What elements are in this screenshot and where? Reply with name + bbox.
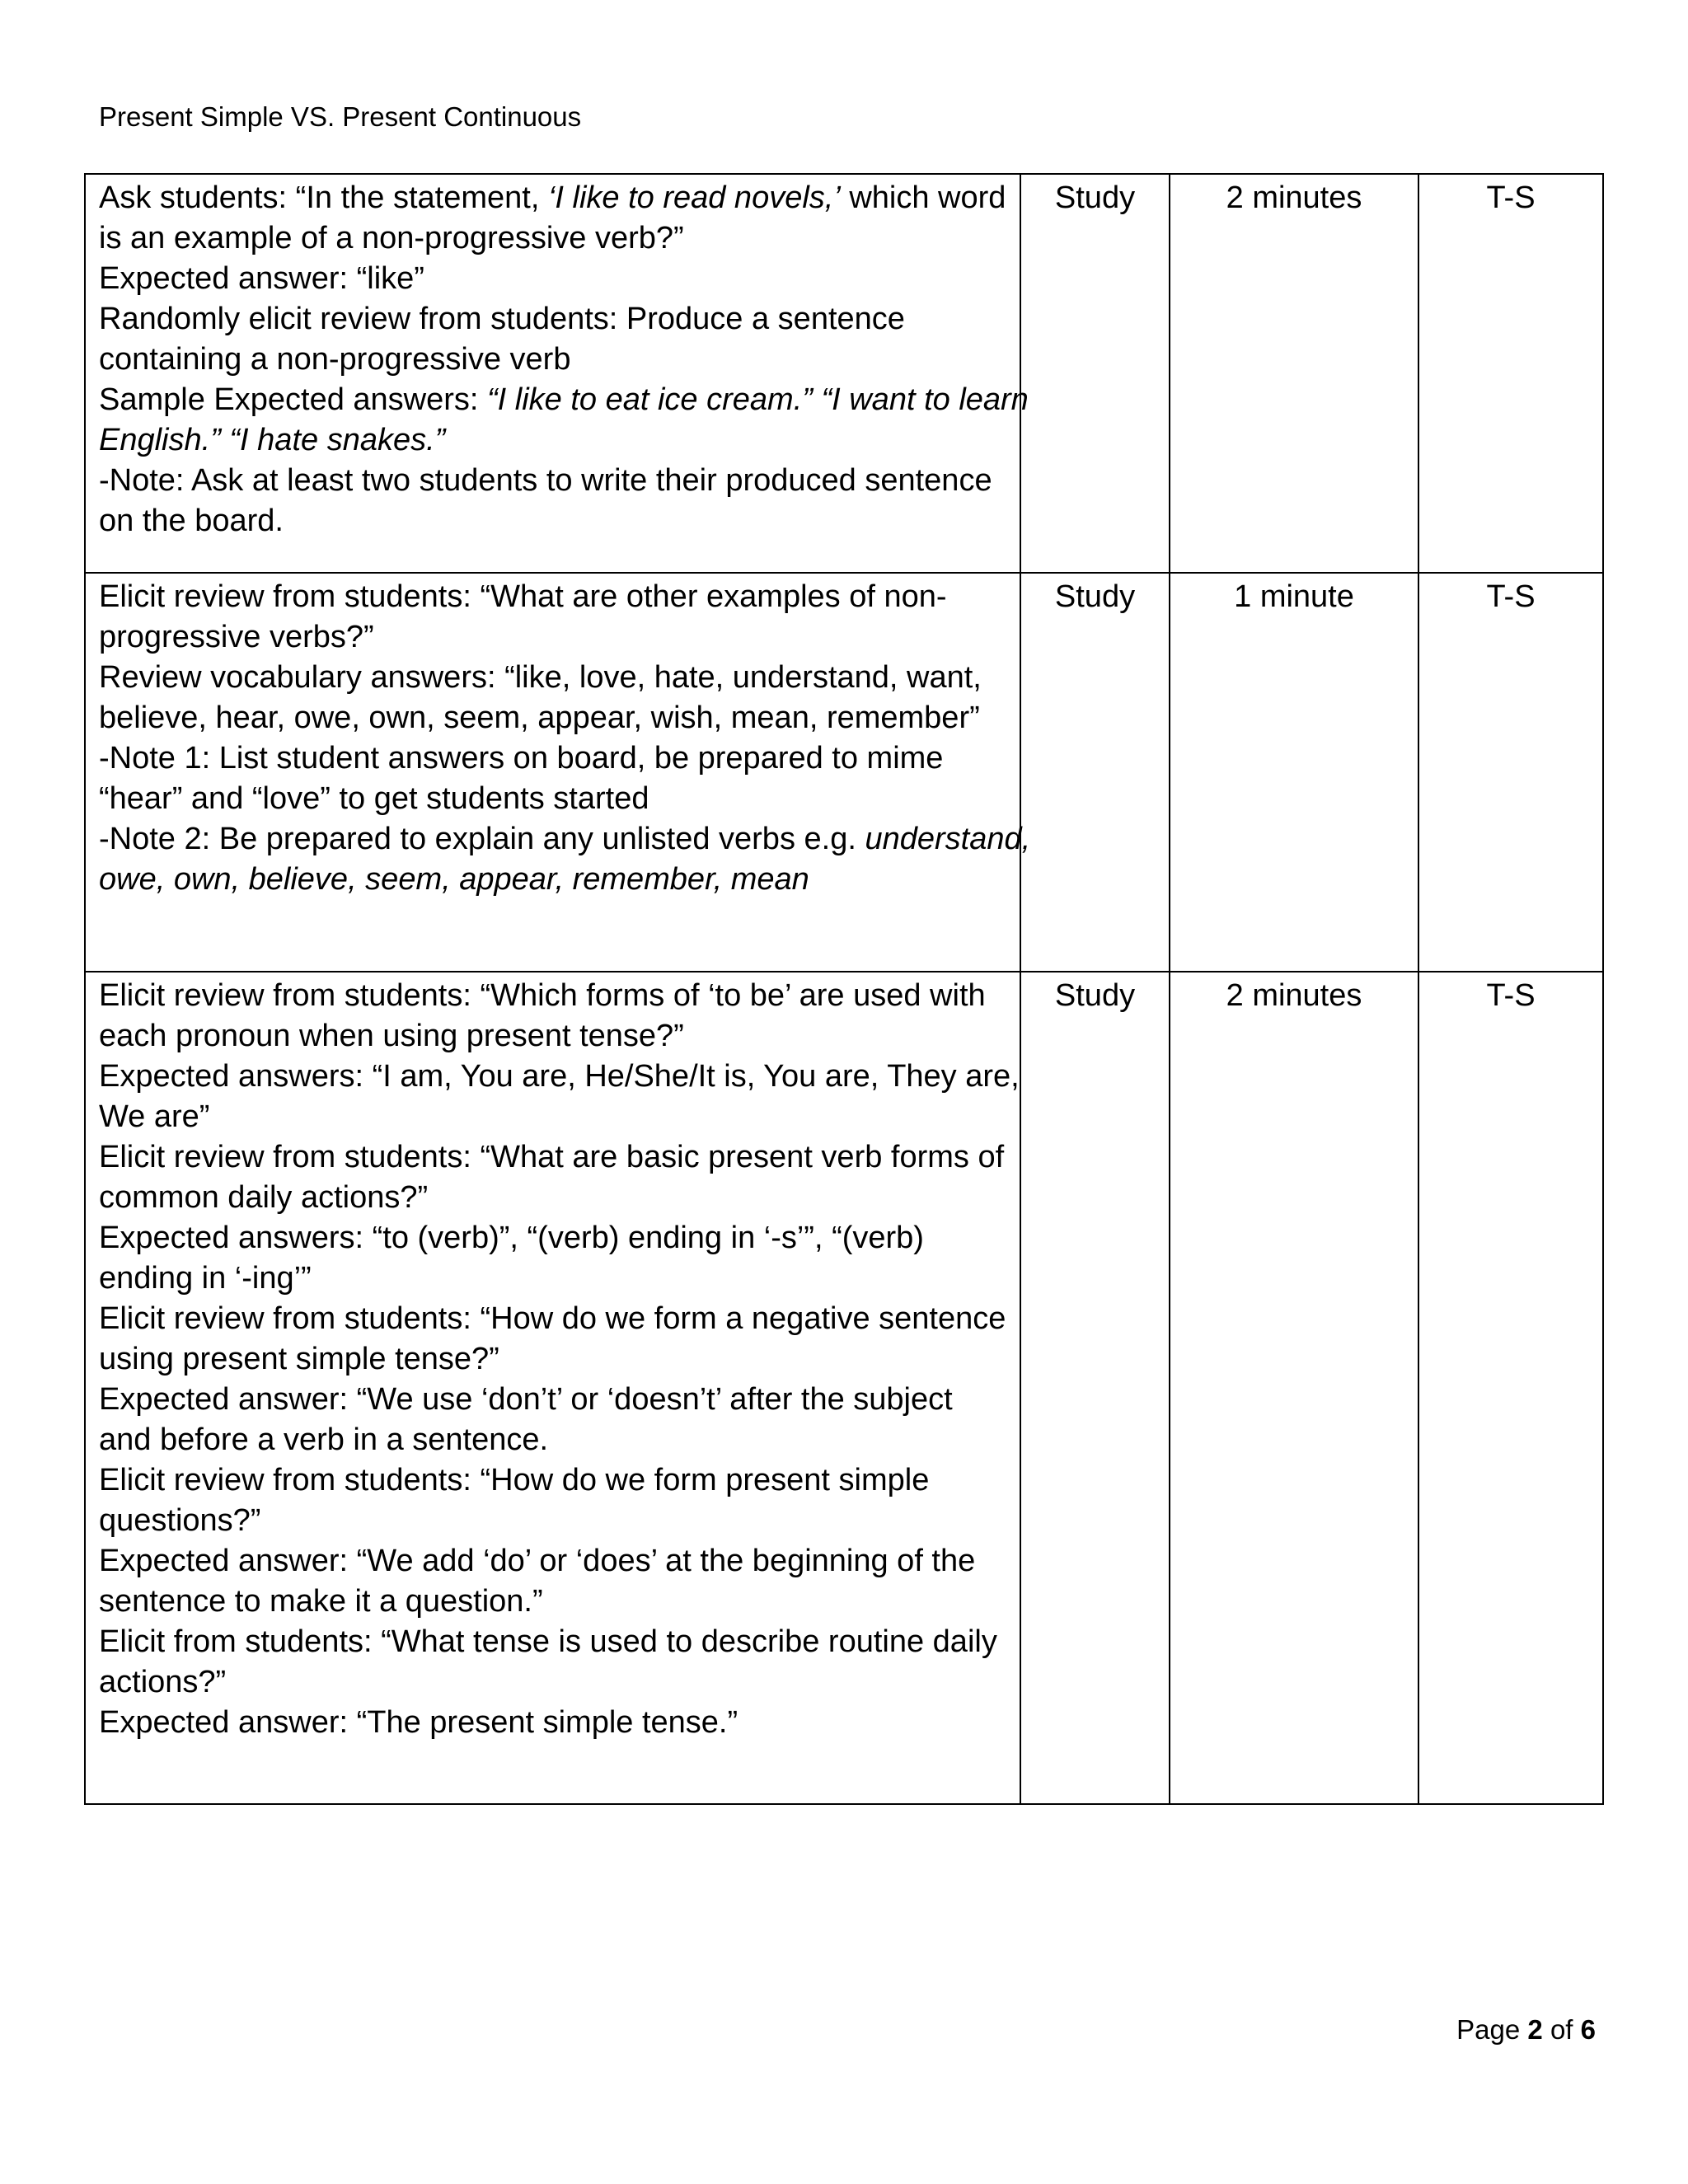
procedure-line [99,819,1031,860]
lesson-plan-table [84,173,1604,1805]
procedure-line [99,1420,1006,1460]
procedure-line [99,1541,1006,1582]
procedure-cell [85,972,1020,1804]
text-run: Expected answer: “The present simple tense.” [99,1705,738,1740]
text-run: and before a verb in a sentence. [99,1422,549,1457]
procedure-line [99,738,1006,779]
time-cell: 1 minute [1170,573,1418,972]
text-run: using present simple tense?” [99,1342,499,1376]
procedure-line [99,1097,1006,1137]
italic-text: “I like to eat ice cream.” “I want to learn [487,382,1029,417]
text-run: Expected answers: “I am, You are, He/She/It is, You are, They are, [99,1059,1020,1094]
text-run: Expected answer: “like” [99,261,424,296]
text-run: common daily actions?” [99,1180,429,1215]
text-run: Elicit review from students: “How do we form a negative sentence [99,1301,1006,1336]
current-page: 2 [1527,2014,1543,2045]
procedure-line [99,577,1006,617]
page-header: Present Simple VS. Present Continuous [99,101,582,132]
text-run: Randomly elicit review from students: Produce a sentence [99,302,905,336]
italic-text: owe, own, believe, seem, appear, remember, mean [99,862,809,897]
italic-text: English.” “I hate snakes.” [99,423,446,457]
procedure-line [99,380,1029,420]
procedure-line [99,1582,1006,1622]
procedure-line [99,976,1006,1016]
procedure-line [99,178,1006,218]
interaction-cell: T-S [1418,972,1603,1804]
procedure-cell [85,573,1031,972]
text-run: is an example of a non-progressive verb?” [99,221,684,255]
text-run: each pronoun when using present tense?” [99,1019,684,1053]
stage-cell: Study [1020,573,1170,972]
procedure-line [99,617,1006,658]
text-run: containing a non-progressive verb [99,342,571,377]
text-run: actions?” [99,1665,227,1699]
interaction-cell: T-S [1418,573,1603,972]
procedure-line [99,1218,1006,1258]
procedure-line [99,501,1006,541]
procedure-line [99,218,1006,259]
procedure-line [99,1057,1020,1097]
procedure-cell [85,174,1029,573]
procedure-line [99,1501,1006,1541]
italic-text: ‘I like to read novels,’ [547,180,841,215]
text-run: “hear” and “love” to get students started [99,781,649,816]
table-row [85,573,1603,972]
page-prefix: Page [1456,2014,1528,2045]
table-row [85,972,1603,1804]
procedure-line [99,1622,1006,1662]
procedure-line [99,259,1006,299]
interaction-cell: T-S [1418,174,1603,573]
text-run: which word [840,180,1006,215]
stage-cell: Study [1020,972,1170,1804]
text-run: -Note 1: List student answers on board, be prepared to mime [99,741,944,776]
procedure-line [99,299,1006,340]
procedure-line [99,1380,1006,1420]
text-run: Sample Expected answers: [99,382,488,417]
procedure-line [99,1016,1006,1057]
text-run: Elicit review from students: “How do we form present simple [99,1463,930,1497]
text-run: Expected answer: “We add ‘do’ or ‘does’ at the beginning of the [99,1544,976,1578]
text-run: -Note: Ask at least two students to write their produced sentence [99,463,992,498]
procedure-line [99,1703,1006,1743]
table-row [85,174,1603,573]
text-run: ending in ‘-ing’” [99,1261,312,1296]
procedure-line [99,1339,1006,1380]
text-run: questions?” [99,1503,261,1538]
italic-text: understand, [865,822,1031,856]
stage-cell: Study [1020,174,1170,573]
text-run: Ask students: “In the statement, [99,180,548,215]
text-run: believe, hear, owe, own, seem, appear, wish, mean, remember” [99,701,980,735]
procedure-line [99,860,1006,900]
procedure-line [99,1178,1006,1218]
text-run: Elicit review from students: “What are other examples of non- [99,579,947,614]
procedure-line [99,1299,1006,1339]
procedure-line [99,340,1006,380]
procedure-line [99,461,1006,501]
text-run: We are” [99,1099,210,1134]
text-run: on the board. [99,504,284,538]
page-number [1456,2013,1596,2046]
text-run: -Note 2: Be prepared to explain any unlisted verbs e.g. [99,822,865,856]
procedure-line [99,1460,1006,1501]
procedure-line [99,658,1006,698]
text-run: progressive verbs?” [99,620,374,654]
time-cell: 2 minutes [1170,174,1418,573]
text-run: Elicit review from students: “What are basic present verb forms of [99,1140,1005,1174]
total-pages: 6 [1580,2014,1596,2045]
text-run: Expected answers: “to (verb)”, “(verb) ending in ‘-s’”, “(verb) [99,1221,924,1255]
text-run: sentence to make it a question.” [99,1584,543,1619]
procedure-line [99,1137,1006,1178]
procedure-line [99,1258,1006,1299]
text-run: Elicit review from students: “Which forms of ‘to be’ are used with [99,978,986,1013]
procedure-line [99,1662,1006,1703]
procedure-line [99,698,1006,738]
procedure-line [99,420,1006,461]
text-run: Elicit from students: “What tense is used to describe routine daily [99,1624,997,1659]
procedure-line [99,779,1006,819]
time-cell: 2 minutes [1170,972,1418,1804]
text-run: Review vocabulary answers: “like, love, hate, understand, want, [99,660,982,695]
page-middle: of [1542,2014,1581,2045]
text-run: Expected answer: “We use ‘don’t’ or ‘doesn’t’ after the subject [99,1382,953,1417]
